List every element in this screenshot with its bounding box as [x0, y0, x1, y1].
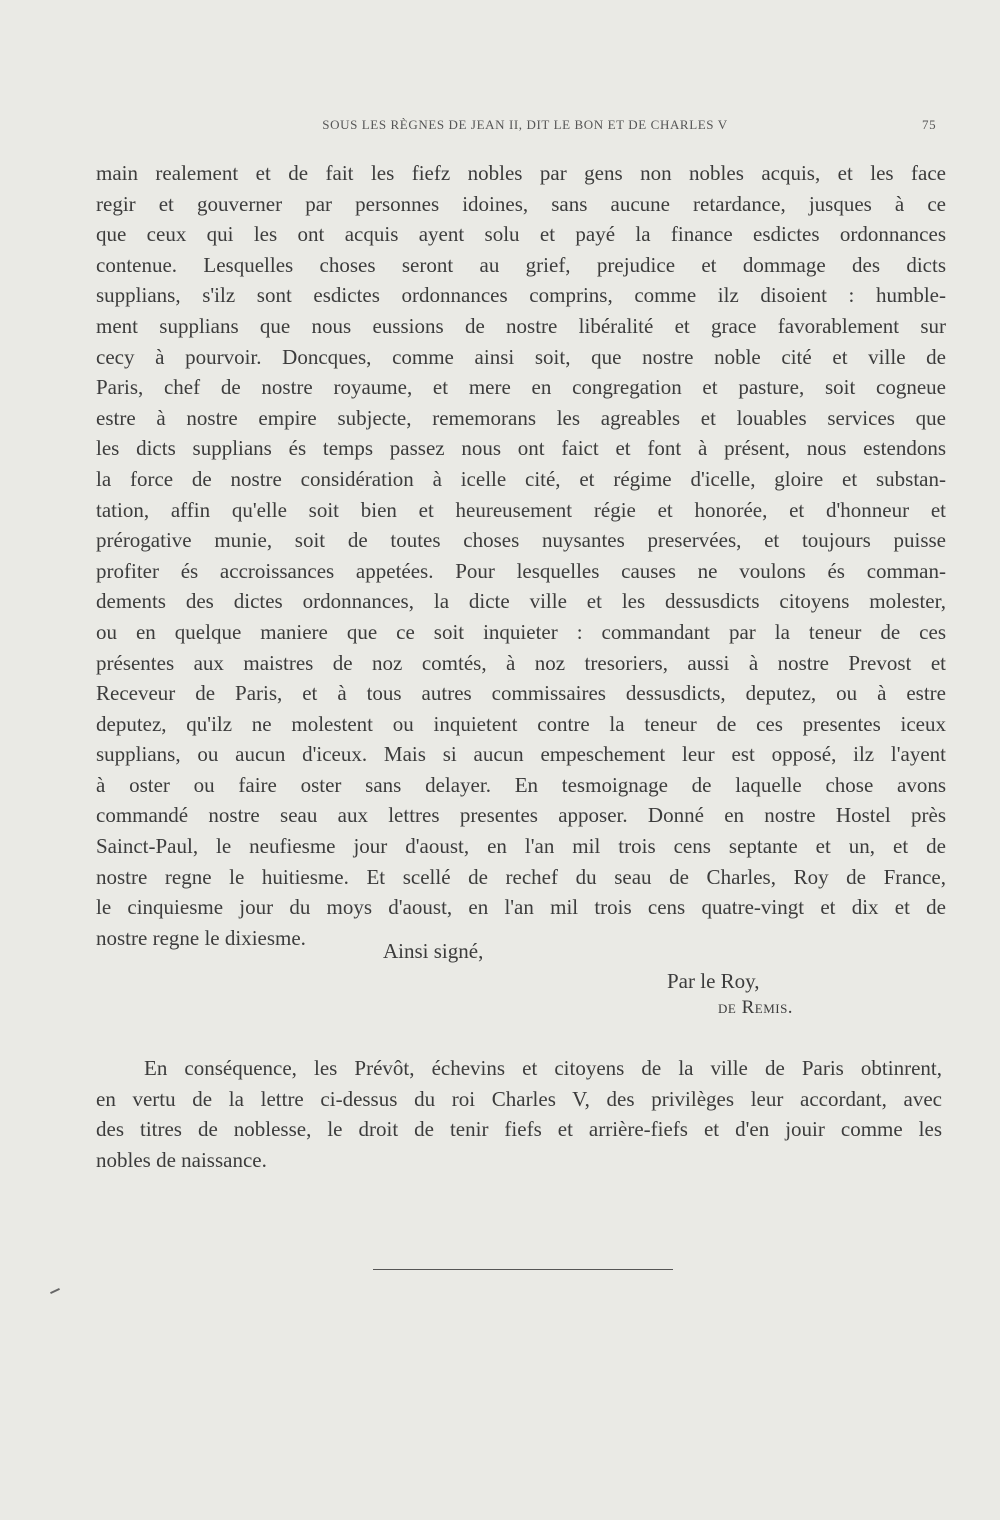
body-line: regir et gouverner par personnes idoines, sans aucune retardance, jusques à ce — [96, 191, 946, 216]
body-line: estre à nostre empire subjecte, rememorans les agreables et louables services que — [96, 405, 946, 430]
body-line: main realement et de fait les fiefz nobles par gens non nobles acquis, et les face — [96, 161, 946, 185]
body-line: deputez, qu'ilz ne molestent ou inquietent contre la teneur de ces presentes iceux — [96, 711, 946, 736]
body-line: les dicts supplians és temps passez nous ont faict et font à présent, nous estendons — [96, 436, 946, 461]
body-line: supplians, ou aucun d'iceux. Mais si aucun empeschement leur est opposé, ilz l'ayent — [96, 742, 946, 767]
body-line: présentes aux maistres de noz comtés, à noz tresoriers, aussi à nostre Prevost et — [96, 650, 946, 675]
letter-body — [96, 158, 946, 953]
body-line: que ceux qui les ont acquis ayent solu et payé la finance esdictes ordonnances — [96, 222, 946, 247]
body-line: nostre regne le dixiesme. — [96, 925, 306, 950]
body-line: à oster ou faire oster sans delayer. En tesmoignage de laquelle chose avons — [96, 772, 946, 797]
body-line: prérogative munie, soit de toutes choses nuysantes preservées, et toujours puisse — [96, 528, 946, 553]
closing-line: en vertu de la lettre ci-dessus du roi Charles V, des privilèges leur accordant, avec — [96, 1086, 942, 1111]
body-line: la force de nostre considération à icelle cité, et régime d'icelle, gloire et substan- — [96, 466, 946, 491]
body-line: dements des dictes ordonnances, la dicte ville et les dessusdicts citoyens molester, — [96, 589, 946, 614]
running-head-title: SOUS LES RÈGNES DE JEAN II, DIT LE BON ET DE CHARLES V — [322, 117, 728, 132]
closing-paragraph — [96, 1053, 942, 1175]
body-line: le cinquiesme jour du moys d'aoust, en l'an mil trois cens quatre-vingt et dix et de — [96, 895, 946, 920]
signature-ainsi-signe: Ainsi signé, — [383, 939, 484, 963]
body-line: profiter és accroissances appetées. Pour lesquelles causes ne voulons és comman- — [96, 558, 946, 583]
body-line: commandé nostre seau aux lettres presentes apposer. Donné en nostre Hostel près — [96, 803, 946, 828]
print-speck — [50, 1288, 60, 1294]
running-head — [0, 117, 1000, 141]
body-line: cecy à pourvoir. Doncques, comme ainsi soit, que nostre noble cité et ville de — [96, 344, 946, 369]
body-line: nostre regne le huitiesme. Et scellé de rechef du seau de Charles, Roy de France, — [96, 864, 946, 889]
body-line: Sainct-Paul, le neufiesme jour d'aoust, en l'an mil trois cens septante et un, et de — [96, 834, 946, 859]
body-line: tation, affin qu'elle soit bien et heureusement régie et honorée, et d'honneur et — [96, 497, 946, 522]
body-line: supplians, s'ilz sont esdictes ordonnances comprins, comme ilz disoient : humble- — [96, 283, 946, 308]
signature-name: de Remis. — [718, 997, 794, 1018]
body-line: ment supplians que nous eussions de nostre libéralité et grace favorablement sur — [96, 313, 946, 338]
body-line: ou en quelque maniere que ce soit inquieter : commandant par la teneur de ces — [96, 619, 946, 644]
closing-line: des titres de noblesse, le droit de tenir fiefs et arrière-fiefs et d'en jouir comme les — [96, 1117, 942, 1142]
signature-par-le-roy: Par le Roy, — [667, 969, 760, 993]
closing-line: En conséquence, les Prévôt, échevins et citoyens de la ville de Paris obtinrent, — [144, 1056, 942, 1080]
body-line: Paris, chef de nostre royaume, et mere en congregation et pasture, soit cogneue — [96, 375, 946, 400]
body-line: Receveur de Paris, et à tous autres commissaires dessusdicts, deputez, ou à estre — [96, 681, 946, 706]
page-number: 75 — [922, 117, 937, 132]
section-divider-rule — [373, 1269, 673, 1270]
closing-line: nobles de naissance. — [96, 1147, 267, 1172]
body-line: contenue. Lesquelles choses seront au grief, prejudice et dommage des dicts — [96, 252, 946, 277]
